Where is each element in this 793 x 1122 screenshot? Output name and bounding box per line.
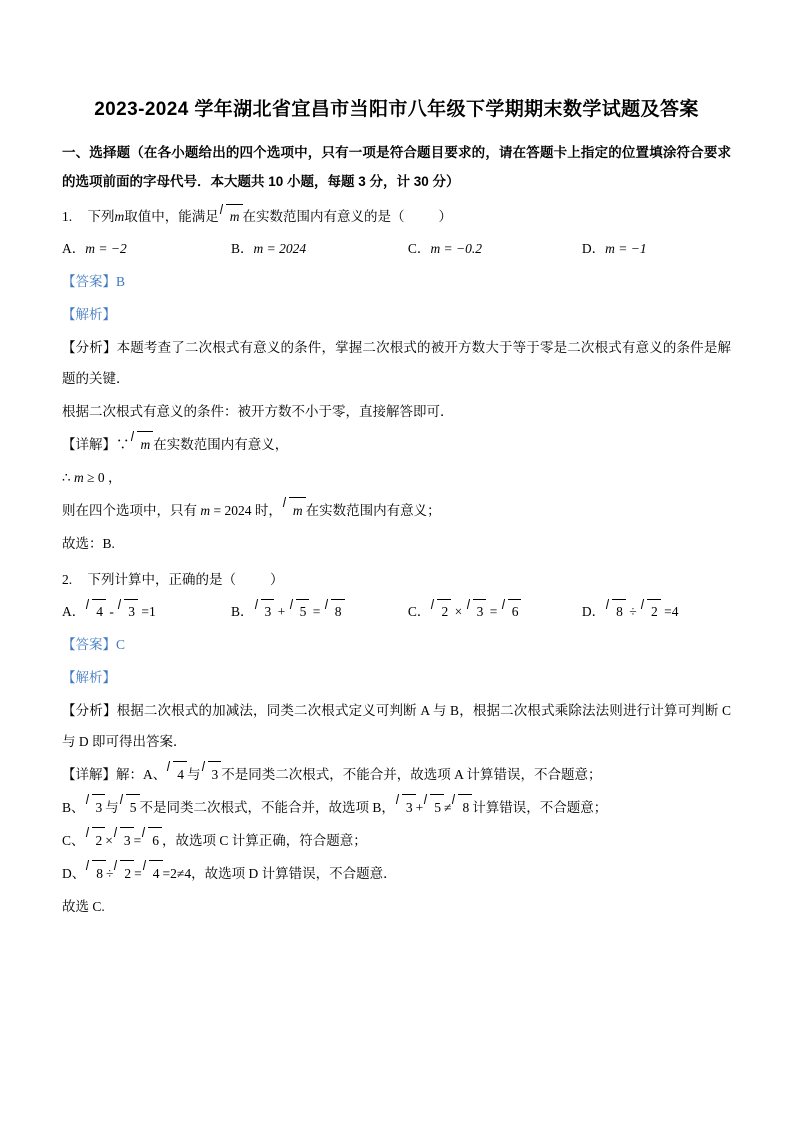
radical-3: 3 — [255, 597, 274, 627]
option-b-label: B． — [230, 604, 254, 619]
question-2-stem-text: 下列计算中，正确的是（ — [87, 572, 236, 587]
option-b-text: m = 2024 — [253, 241, 307, 256]
question-1-conclusion: 故选：B. — [62, 536, 115, 551]
option-d-label: D． — [581, 604, 606, 619]
option-d-label: D． — [581, 241, 606, 256]
radical-8: 8 — [606, 597, 625, 627]
answer-label: 【答案】 — [62, 637, 116, 652]
page-title: 2023-2024 学年湖北省宜昌市当阳市八年级下学期期末数学试题及答案 — [94, 99, 699, 120]
radical-m: m — [220, 202, 242, 232]
option-a-label: A． — [62, 604, 86, 619]
option-b-label: B． — [230, 241, 254, 256]
question-2-option-a[interactable]: A． 4 - 3 =1 — [62, 597, 231, 627]
question-1-options — [62, 234, 731, 264]
radical-3: 3 — [467, 597, 486, 627]
radical-5: 5 — [290, 597, 309, 627]
option-c-text: m = −0.2 — [430, 241, 483, 256]
question-1-stem-end: ） — [438, 209, 452, 224]
analysis-tag: 【分析】 — [62, 340, 117, 355]
question-2-detail-item-b: B、 3 与 5 不是同类二次根式，不能合并，故选项 B， 3 + 5 ≠ 8 计算错误，不合题意； — [62, 792, 731, 823]
question-2-options — [62, 597, 731, 627]
option-c-label: C． — [407, 604, 431, 619]
question-1-analysis — [62, 332, 731, 394]
radical-6: 6 — [502, 597, 521, 627]
analysis-tag: 【分析】 — [62, 703, 117, 718]
question-1-analysis-label: 【解析】 — [62, 307, 116, 322]
question-2-analysis — [62, 695, 731, 757]
option-a-label: A． — [62, 241, 86, 256]
question-1-stem-mid: 取值中，能满足 — [124, 209, 219, 224]
question-1-option-c[interactable] — [408, 234, 582, 264]
question-1-detail-line-3: 则在四个选项中，只有 m = 2024 时， m 在实数范围内有意义； — [62, 495, 731, 526]
question-1-stem-post: 在实数范围内有意义的是（ — [242, 209, 405, 224]
question-2-option-c[interactable]: C． 2 × 3 = 6 — [408, 597, 582, 627]
detail-tag: 【详解】 — [62, 437, 116, 452]
detail-prefix: 解： — [116, 767, 143, 782]
question-1-option-d[interactable] — [582, 234, 731, 264]
detail-tag: 【详解】 — [62, 767, 116, 782]
question-1-detail-line-1: 【详解】∵ m 在实数范围内有意义， — [62, 429, 731, 460]
question-1-variable: m — [114, 209, 125, 224]
question-1-number: 1. — [62, 209, 73, 224]
option-a-text: m = −2 — [85, 241, 127, 256]
question-1-analysis-2: 根据二次根式有意义的条件：被开方数不小于零，直接解答即可． — [62, 404, 454, 419]
question-2-stem-end: ） — [270, 572, 284, 587]
radical-2: 2 — [431, 597, 450, 627]
answer-label: 【答案】 — [62, 274, 116, 289]
question-2-analysis-label: 【解析】 — [62, 670, 116, 685]
question-1-option-a[interactable] — [62, 234, 231, 264]
radical-m-detail-2: m — [283, 495, 305, 526]
question-2-answer — [62, 629, 731, 660]
question-2-option-d[interactable]: D． 8 ÷ 2 =4 — [582, 597, 731, 627]
option-c-label: C． — [407, 241, 431, 256]
question-2-number: 2. — [62, 572, 73, 587]
radical-8: 8 — [325, 597, 344, 627]
answer-value: B — [116, 274, 126, 289]
question-1-option-b[interactable] — [231, 234, 408, 264]
question-1-detail-line-2: ∴ m ≥ 0 ， — [62, 470, 122, 485]
question-1-stem-pre: 下列 — [87, 209, 115, 224]
question-2-option-b[interactable]: B． 3 + 5 = 8 — [231, 597, 408, 627]
option-d-text: m = −1 — [605, 241, 647, 256]
question-2-stem — [62, 565, 731, 595]
answer-value: C — [116, 637, 126, 652]
radical-2: 2 — [641, 597, 660, 627]
analysis-text: 根据二次根式的加减法，同类二次根式定义可判断 A 与 B，根据二次根式乘除法法则进行计算可判断 C 与 D 即可得出答案． — [62, 703, 732, 749]
question-1-stem — [62, 202, 731, 232]
radical-3: 3 — [118, 597, 137, 627]
question-2-conclusion: 故选 C. — [62, 899, 105, 914]
radical-m-detail: m — [131, 429, 153, 460]
question-1-answer — [62, 266, 731, 297]
question-2-detail-item-c: C、 2 × 3 = 6 ，故选项 C 计算正确，符合题意； — [62, 825, 731, 856]
analysis-text: 本题考查了二次根式有意义的条件，掌握二次根式的被开方数大于等于零是二次根式有意义的条件是解题的关键． — [62, 340, 731, 386]
radical-4: 4 — [86, 597, 105, 627]
question-2-detail-item-a: 【详解】解：A、 4 与 3 不是同类二次根式，不能合并，故选项 A 计算错误，不合题意； — [62, 759, 731, 790]
section-heading: 一、选择题（在各小题给出的四个选项中，只有一项是符合题目要求的，请在答题卡上指定的位置填涂符合要求的选项前面的字母代号．本大题共 10 小题，每题 3 分，计 30 分） — [62, 145, 731, 189]
question-2-detail-item-d: D、 8 ÷ 2 = 4 =2≠4，故选项 D 计算错误，不合题意． — [62, 858, 731, 889]
